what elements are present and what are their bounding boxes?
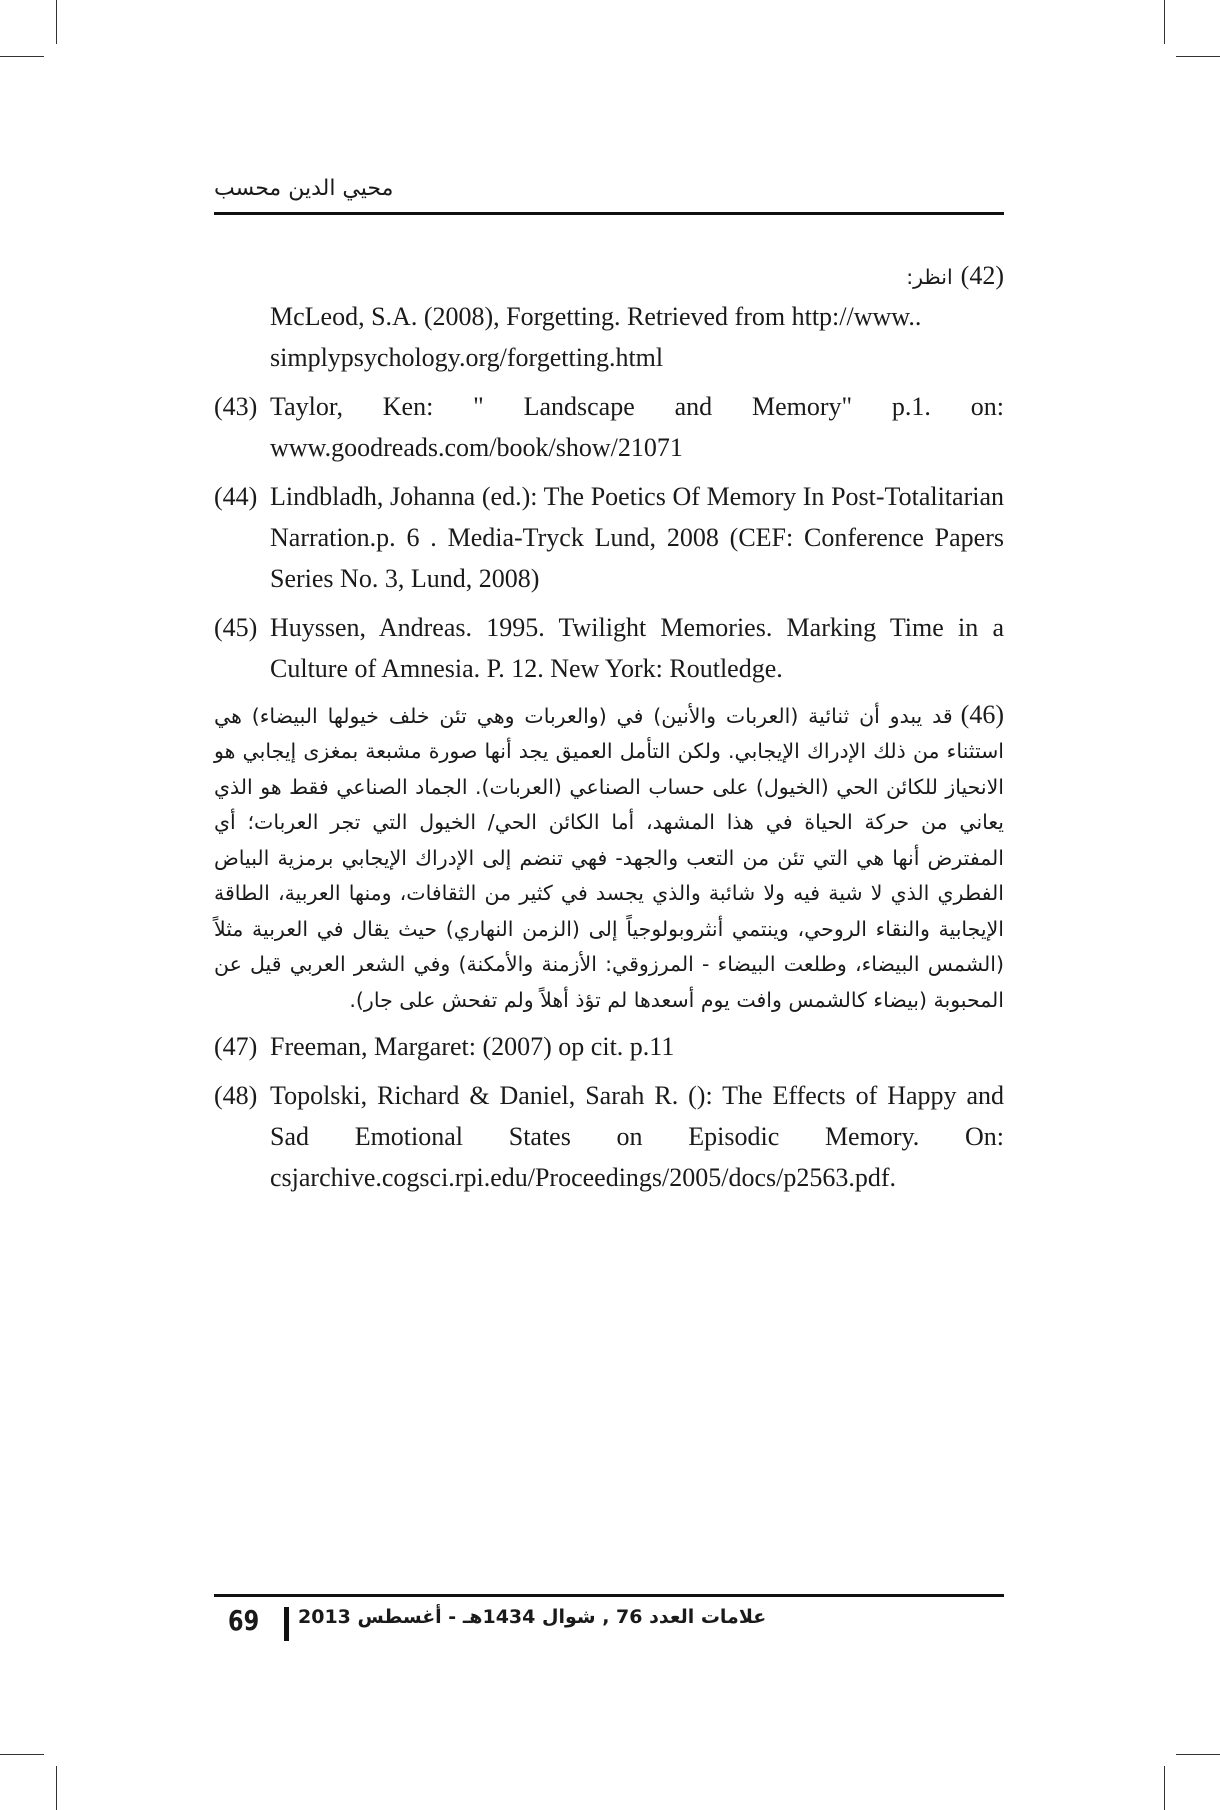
crop-mark <box>1164 0 1165 44</box>
footnote-48 <box>214 1075 1004 1198</box>
footnote-text: McLeod, S.A. (2008), Forgetting. Retrieved from http://www.. simplypsychology.org/forgetting.html <box>270 301 922 372</box>
running-header-author: محيي الدين محسب <box>214 176 394 201</box>
footnote-46 <box>214 697 1004 1019</box>
footnote-44 <box>214 476 1004 599</box>
footnote-label: انظر: <box>906 265 953 289</box>
footnote-43 <box>214 386 1004 468</box>
footnote-45 <box>214 607 1004 689</box>
crop-mark <box>56 0 57 44</box>
footnote-47 <box>214 1026 1004 1067</box>
footnote-42 <box>214 258 1004 378</box>
footnote-text: Topolski, Richard & Daniel, Sarah R. (): The Effects of Happy and Sad Emotional States on Episodic Memory. On: csjarchive.cogsci.rpi.edu/Proceedings/2005/docs/p2563.pdf. <box>270 1081 1004 1192</box>
header-rule <box>214 212 1004 215</box>
footnote-number: (42) <box>960 261 1004 290</box>
footnote-number: (47) <box>214 1032 258 1061</box>
crop-mark <box>1176 1754 1220 1755</box>
footnotes <box>214 258 1004 1206</box>
crop-mark <box>56 1766 57 1810</box>
footnote-text: قد يبدو أن ثنائية (العربات والأنين) في (والعربات وهي تئن خلف خيولها البيضاء) هي استثناء من ذلك الإدراك الإيجابي. ولكن التأمل العميق يجد أنها صورة مشبعة بمغزى إيجابي هو الانحياز للكائن الحي (الخيول) على حساب الصناعي (العربات). الجماد الصناعي فقط هو الذي يعاني من حركة الحياة في هذا المشهد، أما الكائن الحي/ الخيول التي تجر العربات؛ أي المفترض أنها هي التي تئن من التعب والجهد- فهي تنضم إلى الإدراك الإيجابي برمزية البياض الفطري الذي لا شية فيه ولا شائبة والذي يجسد في كثير من الثقافات، ومنها العربية، الطاقة الإيجابية والنقاء الروحي، وينتمي أنثروبولوجياً إلى (الزمن النهاري) حيث يقال في العربية مثلاً (الشمس البيضاء، وطلعت البيضاء - المرزوقي: الأزمنة والأمكنة) وفي الشعر العربي قيل عن المحبوبة (بيضاء كالشمس وافت يوم أسعدها لم تؤذ أهلاً ولم تفحش على جار). <box>214 703 1004 1012</box>
crop-mark <box>1176 56 1220 57</box>
footnote-number: (48) <box>214 1081 258 1110</box>
journal-issue: علامات العدد 76 , شوال 1434هـ - أغسطس 2013 <box>298 1606 767 1628</box>
crop-mark <box>1164 1766 1165 1810</box>
footer-rule <box>214 1594 1004 1597</box>
crop-mark <box>0 56 44 57</box>
footnote-number: (44) <box>214 481 258 511</box>
footnote-text: Huyssen, Andreas. 1995. Twilight Memories. Marking Time in a Culture of Amnesia. P. 12. New York: Routledge. <box>270 612 1004 683</box>
page-number: 69 <box>228 1604 260 1637</box>
crop-mark <box>0 1754 44 1755</box>
footer-divider <box>284 1607 289 1641</box>
footnote-text: Taylor, Ken: " Landscape and Memory" p.1. on: www.goodreads.com/book/show/21071 <box>270 391 1004 462</box>
footnote-number: (46) <box>960 699 1004 729</box>
footnote-text: Lindbladh, Johanna (ed.): The Poetics Of Memory In Post-Totalitarian Narration.p. 6 . Media-Tryck Lund, 2008 (CEF: Conference Papers Series No. 3, Lund, 2008) <box>270 481 1004 593</box>
footnote-number: (45) <box>214 612 258 642</box>
footnote-text: Freeman, Margaret: (2007) op cit. p.11 <box>270 1032 675 1061</box>
footnote-number: (43) <box>214 391 258 421</box>
